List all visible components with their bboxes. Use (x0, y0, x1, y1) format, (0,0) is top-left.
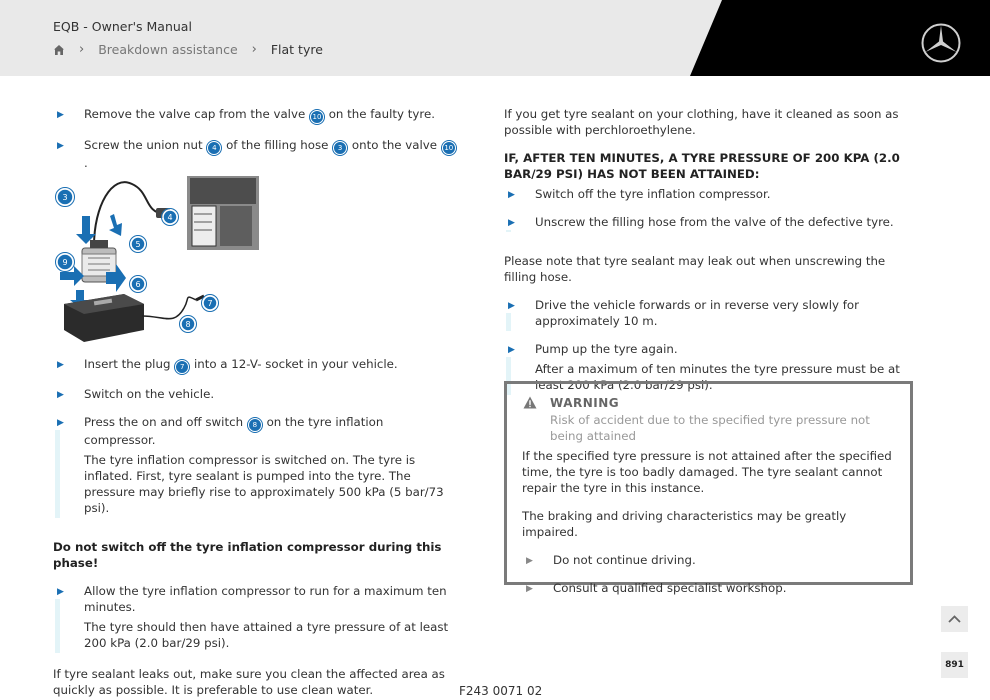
breadcrumb-flat-tyre: Flat tyre (270, 42, 323, 57)
callout-badge: 10 (310, 110, 324, 124)
step-indicator-bar (55, 430, 60, 518)
arrow-right-icon: ▶ (526, 556, 533, 566)
callout-badge (180, 316, 197, 333)
bold-note: Do not switch off the tyre inflation compressor during this phase! (53, 540, 442, 570)
figure-code: F243 0071 02 (459, 684, 543, 698)
step-result-text: The tyre should then have attained a tyre pressure of at least 200 kPa (2.0 bar/29 psi). (84, 620, 449, 650)
arrow-right-icon: ▶ (508, 190, 515, 200)
arrow-right-icon: ▶ (508, 301, 515, 311)
left-column-lower (53, 356, 458, 698)
app-title: EQB - Owner's Manual (53, 19, 192, 34)
callout-badge (56, 188, 75, 207)
arrow-right-icon: ▶ (57, 390, 64, 400)
callout-badge (202, 295, 219, 312)
step-result-text: After a maximum of ten minutes the tyre pressure must be at least 200 kPa (2.0 bar/29 psi). (535, 362, 900, 392)
list-item: ▶ Switch on the vehicle. (57, 387, 215, 401)
arrow-right-icon: ▶ (57, 360, 64, 370)
callout-badge: 8 (248, 418, 262, 432)
svg-text:7: 7 (207, 299, 213, 308)
warning-title: WARNING (550, 396, 620, 410)
step-indicator-bar (506, 313, 511, 331)
callout-badge (130, 276, 147, 293)
warning-box (504, 381, 913, 595)
svg-text:6: 6 (135, 280, 141, 289)
paragraph: The braking and driving characteristics may be greatly impaired. (522, 509, 847, 539)
list-item: ▶ Press the on and off switch 8 on the tyre inflation compressor. The tyre inflation compressor is switched on. The tyre is inflated. First, tyre sealant is pumped into the tyre. The pressure may briefly rise to approximately 500 kPa (5 bar/73 psi). (53, 414, 458, 516)
arrow-right-icon: ▶ (57, 587, 64, 597)
list-item: ▶ Unscrew the filling hose from the valve of the defective tyre. (504, 214, 916, 230)
list-item: ▶ Insert the plug 7 into a 12-V- socket in your vehicle. (53, 356, 458, 374)
header-bar (0, 0, 990, 76)
paragraph: If the specified tyre pressure is not attained after the specified time, the tyre is too badly damaged. The tyre sealant cannot repair the tyre in this instance. (522, 449, 892, 495)
list-item: ▶ Drive the vehicle forwards or in reverse very slowly for approximately 10 m. (504, 297, 916, 329)
chevron-right-icon: › (251, 42, 257, 57)
arrow-right-icon: ▶ (57, 141, 64, 151)
svg-text:8: 8 (185, 320, 191, 329)
right-column (504, 106, 916, 393)
list-item: ▶ Switch off the tyre inflation compressor. (508, 187, 771, 201)
breadcrumb (53, 42, 323, 57)
tyre-repair-kit-illustration (54, 176, 264, 344)
callout-badge: 10 (442, 141, 456, 155)
svg-text:5: 5 (135, 240, 141, 249)
home-icon[interactable] (53, 44, 65, 56)
chevron-right-icon: › (79, 42, 85, 57)
svg-text:4: 4 (167, 213, 173, 222)
list-item: ▶ Allow the tyre inflation compressor to run for a maximum ten minutes. The tyre should then have attained a tyre pressure of at least 200 kPa (2.0 bar/29 psi). (53, 583, 458, 651)
svg-text:3: 3 (62, 193, 68, 202)
arrow-right-icon: ▶ (57, 110, 64, 120)
arrow-right-icon: ▶ (57, 418, 64, 428)
list-item: ▶ Pump up the tyre again. After a maximum of ten minutes the tyre pressure must be at least 200 kPa (2.0 bar/29 psi). (504, 341, 916, 393)
callout-badge: 7 (175, 360, 189, 374)
callout-badge (162, 209, 179, 226)
callout-badge (56, 253, 75, 272)
svg-text:9: 9 (62, 258, 68, 267)
brand-star-logo-icon[interactable] (920, 22, 962, 64)
list-item: ▶ Screw the union nut 4 of the filling hose 3 onto the valve 10. (53, 137, 458, 171)
left-column (53, 106, 458, 171)
section-heading: IF, AFTER TEN MINUTES, A TYRE PRESSURE OF 200 KPA (2.0 BAR/29 PSI) HAS NOT BEEN ATTAINED: (504, 151, 900, 181)
arrow-right-icon: ▶ (526, 584, 533, 594)
warning-subtitle: Risk of accident due to the specified tyre pressure not being attained (550, 413, 870, 443)
scroll-to-top-button[interactable] (941, 606, 968, 632)
paragraph: If you get tyre sealant on your clothing, have it cleaned as soon as possible with perchloroethylene. (504, 107, 899, 137)
list-item: ▶ Consult a qualified specialist workshop. (526, 581, 787, 595)
chevron-up-icon (941, 606, 968, 632)
callout-badge: 3 (333, 141, 347, 155)
paragraph: If tyre sealant leaks out, make sure you clean the affected area as quickly as possible. It is preferable to use clean water. (53, 667, 445, 697)
warning-body (522, 448, 902, 596)
step-indicator-bar (55, 599, 60, 653)
list-item: ▶ Remove the valve cap from the valve 10 on the faulty tyre. (53, 106, 458, 124)
arrow-right-icon: ▶ (508, 345, 515, 355)
arrow-right-icon: ▶ (508, 218, 515, 228)
paragraph: Please note that tyre sealant may leak out when unscrewing the filling hose. (504, 254, 886, 284)
callout-badge (130, 236, 147, 253)
callout-badge: 4 (207, 141, 221, 155)
list-item: ▶ Do not continue driving. (526, 553, 696, 567)
breadcrumb-breakdown-assistance[interactable]: Breakdown assistance (98, 42, 238, 57)
step-result-text: The tyre inflation compressor is switched on. The tyre is inflated. First, tyre sealant is pumped into the tyre. The pressure may briefly rise to approximately 500 kPa (5 bar/73 psi). (84, 453, 444, 515)
page-number-button[interactable]: 891 (941, 652, 968, 678)
warning-triangle-icon (523, 396, 537, 409)
step-indicator-bar (506, 230, 511, 232)
